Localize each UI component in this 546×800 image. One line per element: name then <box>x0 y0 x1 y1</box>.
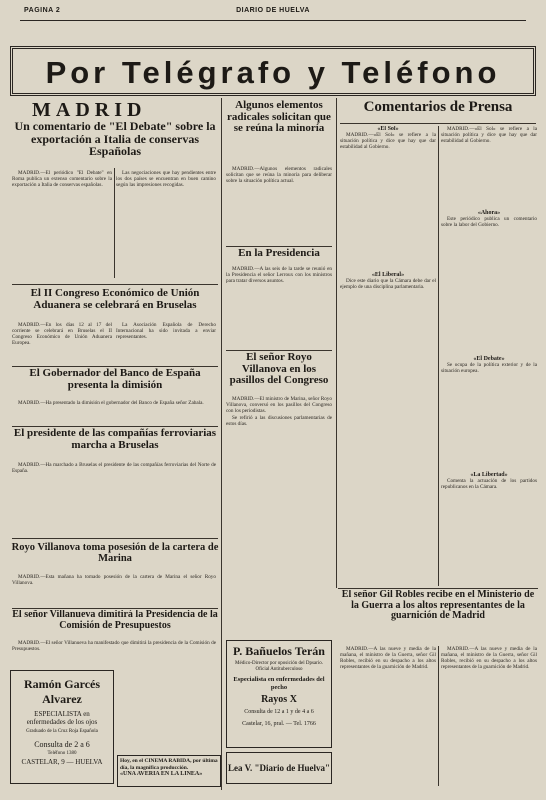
prensa-col-left <box>340 126 436 586</box>
madrid-article-5-text <box>12 574 216 604</box>
article-text: Comenta la actuación de los partidos republicanos en la Cámara. <box>441 478 537 491</box>
prensa-header: Comentarios de Prensa <box>363 100 513 115</box>
article-text: MADRID.—A las nueve y media de la mañana, el ministro de la Guerra, señor Gil Robles, recibió en su despacho a los altos representantes de la guarnición de Madrid. <box>441 646 537 671</box>
article-text: MADRID.—«El Sol» se refiere a la situación política y dice que hay que dar estabilidad al Gobierno. <box>441 126 537 145</box>
article-text: MADRID.—El señor Villanueva ha manifestado que dimitirá la presidencia de la Comisión de Presupuestos. <box>12 640 216 653</box>
ad-name: Ramón Garcés <box>23 677 101 691</box>
middle-article-1-head <box>224 100 334 162</box>
madrid-header-box <box>10 100 210 122</box>
article-text: MADRID.—Algunos elementos radicales solicitan que se reúna la minoría para deliberar sobre la situación política actual. <box>226 166 332 185</box>
banner-title: Por Telégrafo y Teléfono <box>45 55 501 90</box>
madrid-article-5-head <box>10 542 220 572</box>
headline: El señor Gil Robles recibe en el Ministerio de la Guerra a los altos representantes de la guarnición de Madrid <box>341 590 535 621</box>
madrid-header: MADRID <box>32 100 147 121</box>
column-divider <box>336 98 337 588</box>
column-rule <box>438 126 439 586</box>
article-text: MADRID.—El ministro de Marina, señor Royo Villanova, conversó en los pasillos del Congreso con los periodistas. <box>226 396 332 415</box>
press-source: «El Sol» <box>377 126 399 132</box>
madrid-article-2-text <box>12 322 112 364</box>
headline: El señor Royo Villanova en los pasillos del Congreso <box>229 352 329 387</box>
middle-article-3-head <box>224 352 334 392</box>
gil-robles-text <box>340 646 436 786</box>
column-divider <box>221 98 222 790</box>
middle-article-2-head <box>224 248 334 264</box>
headline: El Gobernador del Banco de España presenta la dimisión <box>29 368 201 391</box>
ad-address: Castelar, 16, pral. — Tel. 1766 <box>242 721 316 727</box>
section-rule <box>338 588 538 589</box>
section-rule <box>12 284 218 285</box>
doctor-ad <box>10 670 114 784</box>
gil-robles-head <box>338 590 538 642</box>
banuelos-ad <box>226 640 332 748</box>
article-text: Las negociaciones que hay pendientes entre los dos países se encuentran en buen camino según las impresiones recogidas. <box>116 170 216 189</box>
middle-article-1-text <box>226 166 332 246</box>
madrid-article-4-text <box>12 462 216 532</box>
middle-article-2-text <box>226 266 332 346</box>
headline: Royo Villanova toma posesión de la cartera de Marina <box>11 542 219 565</box>
running-head <box>20 4 526 18</box>
section-rule <box>12 608 218 609</box>
ad-phone: Teléfono 1380 <box>47 751 77 756</box>
madrid-article-3-text <box>12 400 216 424</box>
ad-hours: Consulta de 12 a 1 y de 4 a 6 <box>244 709 314 715</box>
article-text: MADRID.—«El Sol» se refiere a la situación política y dice que hay que dar estabilidad al Gobierno. <box>340 132 436 151</box>
madrid-article-1-text <box>12 170 112 280</box>
paper-name: DIARIO DE HUELVA <box>236 7 310 14</box>
madrid-article-3-head <box>10 368 220 398</box>
ad-name: P. Bañuelos Terán <box>233 644 325 658</box>
article-text: Dice este diario que la Cámara debe dar el ejemplo de una disciplina parlamentaria. <box>340 278 436 291</box>
column-rule <box>114 168 115 278</box>
ad-text: Hoy, en el CINEMA RABIDA, por última día, la magnífica producción. <box>120 758 218 771</box>
madrid-article-2-text-b <box>116 322 216 364</box>
press-source: «La Libertad» <box>470 472 508 478</box>
prensa-col-right <box>441 126 537 586</box>
article-text: MADRID.—Ha marchado a Bruselas el presidente de las compañías ferroviarias del Norte de España. <box>12 462 216 475</box>
article-text: MADRID.—Esta mañana ha tomado posesión de la cartera de Marina el señor Royo Villanova. <box>12 574 216 587</box>
ad-xray: Rayos X <box>261 694 297 705</box>
headline: En la Presidencia <box>238 248 320 259</box>
ad-specialty: ESPECIALISTA en enfermedades de los ojos <box>26 710 98 726</box>
ad-hours: Consulta de 2 a 6 <box>34 740 90 749</box>
press-source: «Ahora» <box>477 210 501 216</box>
ad-address: CASTELAR, 9 — HUELVA <box>21 758 103 766</box>
page-number: PAGINA 2 <box>24 7 61 14</box>
headline: El II Congreso Económico de Unión Aduanera se celebrará en Bruselas <box>30 288 200 311</box>
madrid-article-1-head <box>10 120 220 168</box>
section-rule <box>12 426 218 427</box>
lea-ad <box>226 752 332 784</box>
headline: Un comentario de "El Debate" sobre la exportación a Italia de conservas Españolas <box>14 120 216 159</box>
madrid-article-6-text <box>12 640 216 668</box>
ad-name: Alvarez <box>42 692 82 706</box>
section-rule <box>226 246 332 247</box>
article-text: MADRID.—A las seis de la tarde se reunió en la Presidencia el señor Lerroux con los ministros para tratar diversos asuntos. <box>226 266 332 285</box>
gil-robles-text-b <box>441 646 537 786</box>
headline: Algunos elementos radicales solicitan que se reúna la minoría <box>227 100 331 135</box>
article-text: Se refirió a las discusiones parlamentarias de estos días. <box>226 415 332 428</box>
banner <box>10 46 536 96</box>
ad-line: Médico-Director por oposición del Dpsario. Oficial Antituberculoso <box>235 661 323 672</box>
prensa-header-box <box>338 100 538 122</box>
article-text: MADRID.—A las nueve y media de la mañana, el ministro de la Guerra, señor Gil Robles, recibió en su despacho a los altos representantes de la guarnición de Madrid. <box>340 646 436 671</box>
headline: El presidente de las compañías ferroviarias marcha a Bruselas <box>13 428 217 451</box>
top-rule <box>20 20 526 21</box>
section-rule <box>12 538 218 539</box>
section-rule <box>340 123 536 124</box>
article-text: MADRID.—El periódico "El Debate" en Roma publica un extenso comentario sobre la exportación a Italia de conservas españolas. <box>12 170 112 189</box>
cinema-ad <box>117 755 221 787</box>
madrid-article-1-text-b <box>116 170 216 280</box>
press-source: «El Liberal» <box>371 272 405 278</box>
madrid-article-2-head <box>10 288 220 320</box>
press-source: «El Debate» <box>473 356 505 362</box>
madrid-article-6-head <box>10 610 220 640</box>
ad-text: Lea V. "Diario de Huelva" <box>228 763 330 773</box>
middle-article-3-text <box>226 396 332 626</box>
article-text: MADRID.—Ha presentado la dimisión el gobernador del Banco de España señor Zabala. <box>18 400 204 406</box>
article-text: MADRID.—En los días 12 al 17 del corriente se celebrará en Bruselas el II Congreso Económico de Unión Aduanera Europea. <box>12 322 112 347</box>
article-text: Se ocupa de la política exterior y de la situación europea. <box>441 362 537 375</box>
section-rule <box>226 350 332 351</box>
ad-specialty: Especialista en enfermedades del pecho <box>233 676 325 691</box>
article-text: La Asociación Española de Derecho Internacional ha sido invitada a enviar representantes. <box>116 322 216 341</box>
ad-line: Graduado de la Cruz Roja Española <box>26 729 98 734</box>
headline: El señor Villanueva dimitirá la Presidencia de la Comisión de Presupuestos <box>12 610 218 631</box>
article-text: Este periódico publica un comentario sobre la labor del Gobierno. <box>441 216 537 229</box>
section-rule <box>12 366 218 367</box>
ad-film: «UNA AVERIA EN LA LINEA» <box>120 771 203 777</box>
madrid-article-4-head <box>10 428 220 460</box>
column-rule <box>438 646 439 786</box>
